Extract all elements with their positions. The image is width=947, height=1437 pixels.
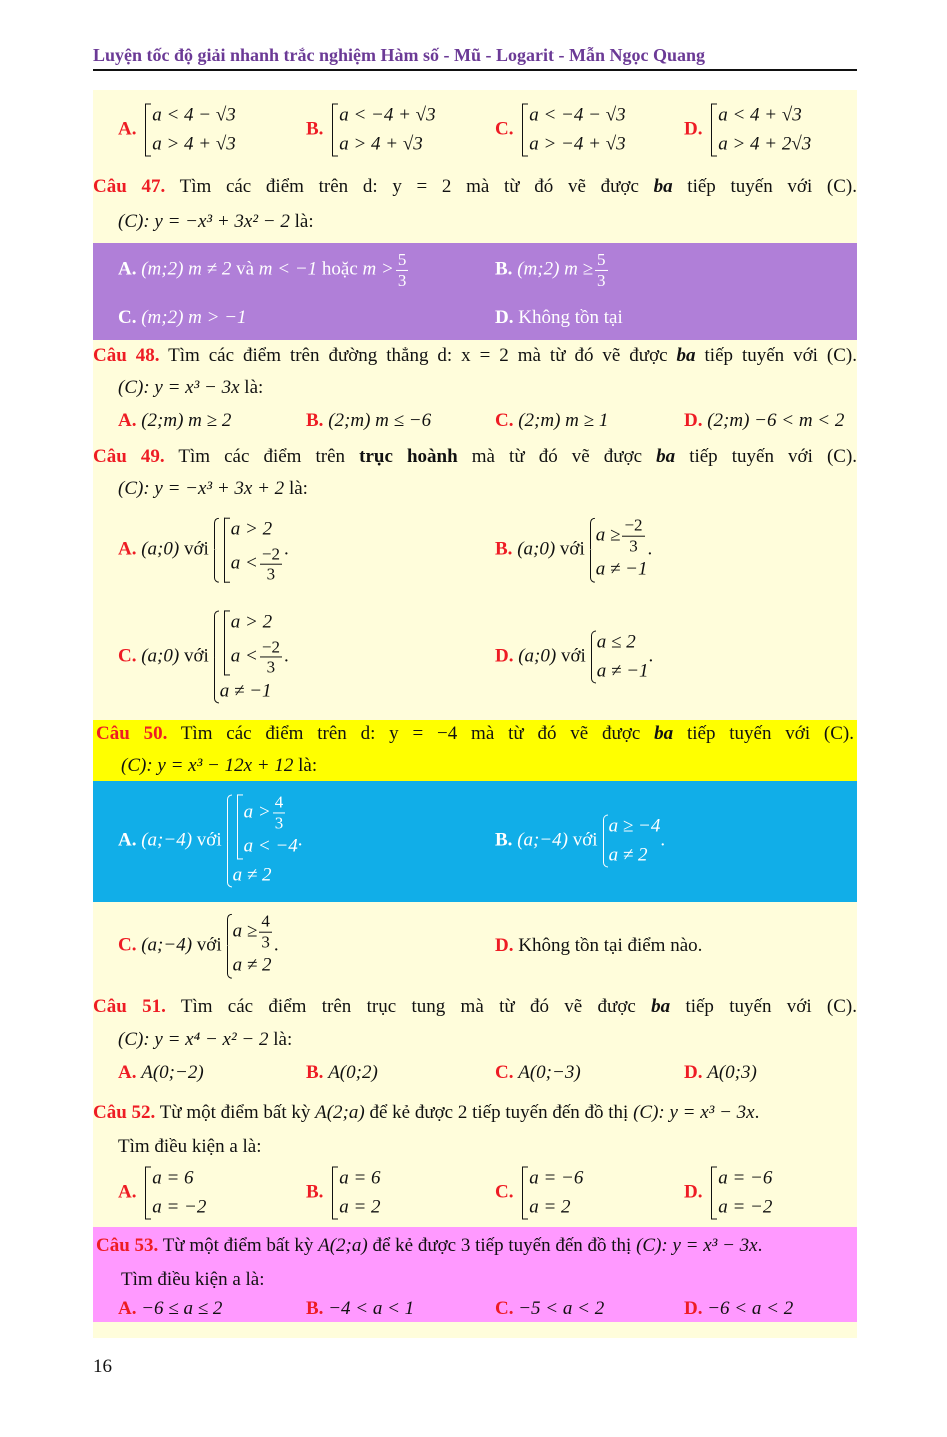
text-run: để kẻ được 2 tiếp tuyến đến đồ thị xyxy=(364,1102,634,1123)
question-47-stem xyxy=(93,176,857,198)
math-expression: a = 2 xyxy=(339,1196,381,1217)
system-row xyxy=(718,130,811,159)
option-label: C. xyxy=(495,1181,514,1203)
math-expression: A(0;2) xyxy=(328,1062,378,1083)
union-bracket xyxy=(236,792,298,861)
system-row xyxy=(597,657,649,686)
math-expression: −6 ≤ a ≤ 2 xyxy=(141,1298,223,1319)
fraction-numerator: 4 xyxy=(261,911,270,931)
text-run: tiếp tuyến với (C). xyxy=(672,176,857,197)
question-49-stem xyxy=(93,446,857,468)
option-label: A. xyxy=(118,538,137,560)
text-run: . xyxy=(273,934,279,956)
system-row xyxy=(529,102,625,131)
math-expression: (a;0) xyxy=(141,538,180,560)
text-run: là: xyxy=(284,478,308,499)
option-label: C. xyxy=(495,118,514,140)
question-label: Câu 47. xyxy=(93,176,166,197)
question-label: Câu 53. xyxy=(96,1235,159,1256)
text-run: . xyxy=(283,645,289,667)
math-expression: (C): y = −x³ + 3x² − 2 xyxy=(118,211,290,232)
math-expression: (C): y = x³ − 3x xyxy=(118,377,240,398)
fraction xyxy=(396,250,409,290)
question-46-option-c[interactable] xyxy=(495,102,626,159)
math-expression: a = 6 xyxy=(339,1167,381,1189)
math-expression: m < −1 xyxy=(258,258,318,280)
option-label: B. xyxy=(495,538,513,560)
text-run: . xyxy=(757,1235,763,1256)
math-expression: a > 4 + √3 xyxy=(152,133,236,154)
math-expression: a > 4 + √3 xyxy=(339,133,423,154)
system-row xyxy=(596,516,648,556)
system-row xyxy=(339,102,435,131)
union-bracket xyxy=(331,102,435,159)
fraction-numerator: 4 xyxy=(274,792,284,812)
math-expression: (C): y = x⁴ − x² − 2 xyxy=(118,1029,269,1050)
system-brace xyxy=(589,629,649,686)
question-51-option-c[interactable] xyxy=(495,1062,581,1084)
math-expression: a = −2 xyxy=(718,1196,773,1217)
system-row xyxy=(220,608,284,677)
math-expression: a ≥ xyxy=(595,524,621,546)
system-row xyxy=(152,1165,206,1194)
option-label: C. xyxy=(118,934,137,956)
math-expression: a ≠ 2 xyxy=(232,954,272,976)
math-expression: a < 4 − √3 xyxy=(152,104,236,126)
system-row xyxy=(718,1165,772,1194)
math-expression: A(0;−2) xyxy=(141,1062,204,1083)
question-53-option-c[interactable] xyxy=(495,1298,604,1320)
text-run: Tìm các điểm trên d: y = 2 mà từ đó vẽ được xyxy=(165,176,654,197)
text-run: tiếp tuyến với (C). xyxy=(695,345,857,366)
question-51-option-a[interactable] xyxy=(118,1062,204,1084)
question-46-option-b[interactable] xyxy=(306,102,436,159)
union-bracket xyxy=(144,102,236,159)
option-label: B. xyxy=(306,1181,324,1203)
question-47-option-b[interactable] xyxy=(495,250,610,290)
system-brace xyxy=(225,792,298,889)
question-53-option-d[interactable] xyxy=(684,1298,793,1320)
system-row xyxy=(609,813,661,842)
option-label: A. xyxy=(118,410,137,431)
question-50-option-c[interactable] xyxy=(118,912,279,981)
question-53-condition xyxy=(121,1269,265,1291)
question-label: Câu 49. xyxy=(93,446,165,467)
question-49-option-b[interactable] xyxy=(495,516,652,585)
math-expression: (a;0) xyxy=(518,645,557,667)
option-label: D. xyxy=(684,410,703,431)
math-expression: a ≤ 2 xyxy=(596,631,636,653)
question-52-stem xyxy=(93,1102,759,1124)
math-expression: a = −6 xyxy=(529,1167,584,1189)
option-label: B. xyxy=(306,1298,324,1319)
question-49-option-a[interactable] xyxy=(118,516,289,585)
system-row xyxy=(231,516,284,545)
text-run: với xyxy=(192,829,222,851)
emphasis-text: ba xyxy=(656,446,676,467)
text-run: Tìm các điểm trên xyxy=(164,446,360,467)
question-52-option-d[interactable] xyxy=(684,1165,772,1222)
text-run: . xyxy=(648,645,654,667)
text-run: để kẻ được 3 tiếp tuyến đến đồ thị xyxy=(367,1235,637,1256)
question-label: Câu 48. xyxy=(93,345,160,366)
option-label: C. xyxy=(118,645,137,667)
system-row xyxy=(529,1193,583,1222)
option-label: B. xyxy=(306,118,324,140)
math-expression: a ≥ −4 xyxy=(608,815,661,837)
question-48-option-b[interactable] xyxy=(306,410,431,432)
math-expression: a < −4 xyxy=(243,835,298,857)
text-run: với xyxy=(179,538,209,560)
bold-text: trục hoành xyxy=(359,446,458,467)
system-row xyxy=(339,130,435,159)
running-header: Luyện tốc độ giải nhanh trắc nghiệm Hàm số - Mũ - Logarit - Mẫn Ngọc Quang xyxy=(93,45,706,65)
question-48-option-c[interactable] xyxy=(495,410,608,432)
math-expression: (a;0) xyxy=(517,538,556,560)
question-51-stem xyxy=(93,996,857,1018)
math-expression: (C): y = −x³ + 3x + 2 xyxy=(118,478,285,499)
math-expression: a > −4 + √3 xyxy=(529,133,626,154)
question-50-option-a[interactable] xyxy=(118,792,303,889)
option-label: C. xyxy=(495,1298,514,1319)
emphasis-text: ba xyxy=(676,345,696,366)
option-label: C. xyxy=(118,307,137,328)
option-label: D. xyxy=(684,1298,703,1319)
option-label: D. xyxy=(495,935,514,956)
system-row xyxy=(152,1193,206,1222)
option-label: A. xyxy=(118,118,137,140)
question-47-option-d[interactable] xyxy=(495,307,623,329)
text-run: là: xyxy=(268,1029,293,1050)
text-run: Không tồn tại điểm nào. xyxy=(518,935,703,956)
math-expression: (2;m) m ≥ 2 xyxy=(141,410,232,431)
text-run: . xyxy=(754,1102,760,1123)
option-label: A. xyxy=(118,258,137,280)
text-run: Từ một điểm bất kỳ xyxy=(155,1102,316,1123)
fraction xyxy=(595,250,608,290)
question-49-option-d[interactable] xyxy=(495,629,653,686)
text-run: Tìm các điểm trên trục tung mà từ đó vẽ được xyxy=(165,996,652,1017)
text-run: Không tồn tại xyxy=(518,307,623,328)
system-brace xyxy=(225,912,274,981)
question-48-stem xyxy=(93,345,857,367)
fraction-numerator: −2 xyxy=(261,544,280,564)
question-50-equation xyxy=(121,755,317,777)
math-expression: (a;0) xyxy=(141,645,180,667)
math-expression: A(0;3) xyxy=(707,1062,757,1083)
text-run: . xyxy=(647,538,653,560)
math-expression: −5 < a < 2 xyxy=(518,1298,605,1319)
math-expression: (a;−4) xyxy=(517,829,568,851)
math-expression: (m;2) m ≠ 2 xyxy=(141,258,232,280)
question-47-equation xyxy=(118,211,314,233)
system-row xyxy=(233,952,274,981)
text-run: tiếp tuyến với (C). xyxy=(670,996,857,1017)
question-49-equation xyxy=(118,478,308,500)
fraction-denominator: 3 xyxy=(266,564,276,584)
text-run: hoặc xyxy=(317,258,363,280)
math-expression: a = 2 xyxy=(529,1196,571,1217)
option-label: C. xyxy=(495,1062,514,1083)
math-expression: a = −2 xyxy=(152,1196,207,1217)
union-bracket xyxy=(710,102,811,159)
fraction xyxy=(622,516,644,556)
system-row xyxy=(231,608,284,637)
fraction-denominator: 3 xyxy=(597,270,606,290)
math-expression: a > 2 xyxy=(230,518,273,540)
system-row xyxy=(233,861,298,890)
union-bracket xyxy=(223,608,284,677)
union-bracket xyxy=(521,1165,583,1222)
math-expression: (C): y = x³ − 3x xyxy=(636,1235,758,1256)
option-label: D. xyxy=(684,1181,703,1203)
math-expression: −6 < a < 2 xyxy=(707,1298,794,1319)
page-number: 16 xyxy=(93,1356,112,1377)
fraction-denominator: 3 xyxy=(266,657,276,677)
math-expression: (a;−4) xyxy=(141,934,193,956)
math-expression: a > 2 xyxy=(230,611,273,633)
math-expression: (m;2) m > −1 xyxy=(141,307,247,328)
system-row xyxy=(718,1193,772,1222)
math-expression: a ≠ −1 xyxy=(596,660,649,681)
system-row xyxy=(609,841,661,870)
option-label: A. xyxy=(118,1062,137,1083)
math-expression: A(2;a) xyxy=(318,1235,368,1256)
fraction-numerator: −2 xyxy=(624,515,643,535)
fraction xyxy=(260,544,282,584)
fraction-numerator: 5 xyxy=(597,249,606,269)
system-row xyxy=(233,792,298,861)
union-bracket xyxy=(223,516,284,585)
math-expression: (C): y = x³ − 3x xyxy=(633,1102,755,1123)
text-run: với xyxy=(568,829,598,851)
math-expression: (a;−4) xyxy=(141,829,193,851)
union-bracket xyxy=(144,1165,206,1222)
question-53-stem xyxy=(96,1235,762,1257)
option-label: B. xyxy=(306,410,324,431)
math-expression: a ≠ −1 xyxy=(595,558,648,580)
system-brace xyxy=(588,516,648,585)
union-bracket xyxy=(710,1165,772,1222)
system-row xyxy=(529,130,625,159)
system-row xyxy=(152,102,236,131)
question-53-option-a[interactable] xyxy=(118,1298,222,1320)
math-expression: a < −4 + √3 xyxy=(339,104,436,126)
math-expression: a ≠ −1 xyxy=(219,680,272,702)
math-expression: a > xyxy=(243,801,271,823)
text-run: Tìm điều kiện a là: xyxy=(121,1269,265,1290)
text-run: tiếp tuyến với (C). xyxy=(673,723,855,744)
system-row xyxy=(231,637,284,677)
fraction xyxy=(259,912,272,952)
question-48-option-a[interactable] xyxy=(118,410,231,432)
question-50-option-b[interactable] xyxy=(495,813,665,870)
option-label: A. xyxy=(118,829,137,851)
text-run: là: xyxy=(239,377,264,398)
option-label: C. xyxy=(495,410,514,431)
text-run: là: xyxy=(293,755,318,776)
text-run: . xyxy=(660,829,666,851)
system-row xyxy=(220,677,284,706)
question-51-option-d[interactable] xyxy=(684,1062,757,1084)
math-expression: a < −4 − √3 xyxy=(529,104,626,126)
fraction-numerator: −2 xyxy=(261,636,280,656)
question-52-option-c[interactable] xyxy=(495,1165,583,1222)
system-row xyxy=(597,629,649,658)
question-46-option-d[interactable] xyxy=(684,102,811,159)
system-row xyxy=(596,556,648,585)
question-label: Câu 50. xyxy=(96,723,168,744)
text-run: với xyxy=(555,538,585,560)
question-47-option-c[interactable] xyxy=(118,307,247,329)
fraction xyxy=(260,637,282,677)
math-expression: a ≠ 2 xyxy=(232,864,272,886)
question-53-option-b[interactable] xyxy=(306,1298,414,1320)
system-row xyxy=(339,1165,380,1194)
question-47-option-a[interactable] xyxy=(118,250,410,290)
math-expression: a = 6 xyxy=(152,1167,194,1189)
question-label: Câu 52. xyxy=(93,1102,156,1123)
question-50-stem xyxy=(96,723,854,745)
question-48-option-d[interactable] xyxy=(684,410,844,432)
system-brace xyxy=(212,608,284,705)
math-expression: A(0;−3) xyxy=(518,1062,581,1083)
system-row xyxy=(233,912,274,952)
text-run: Tìm điều kiện a là: xyxy=(118,1136,262,1157)
math-expression: a < 4 + √3 xyxy=(718,104,802,126)
fraction-numerator: 5 xyxy=(397,249,407,269)
fraction-denominator: 3 xyxy=(261,932,270,952)
question-51-equation xyxy=(118,1029,292,1051)
question-52-option-a[interactable] xyxy=(118,1165,206,1222)
question-50-option-d[interactable] xyxy=(495,935,702,957)
system-brace xyxy=(601,813,661,870)
question-51-option-b[interactable] xyxy=(306,1062,378,1084)
text-run: tiếp tuyến với (C). xyxy=(675,446,858,467)
fraction-denominator: 3 xyxy=(397,270,407,290)
text-run: . xyxy=(283,538,289,560)
option-label: D. xyxy=(684,118,703,140)
math-expression: (m;2) m ≥ xyxy=(517,258,594,280)
system-row xyxy=(244,792,298,832)
option-label: B. xyxy=(495,258,513,280)
option-label: D. xyxy=(684,1062,703,1083)
text-run: Tìm các điểm trên đường thẳng d: x = 2 mà từ đó vẽ được xyxy=(159,345,677,366)
math-expression: a > 4 + 2√3 xyxy=(718,133,812,154)
math-expression: a < xyxy=(230,553,258,574)
math-expression: (2;m) m ≥ 1 xyxy=(518,410,609,431)
system-row xyxy=(231,544,284,584)
header-rule xyxy=(93,69,857,71)
question-label: Câu 51. xyxy=(93,996,166,1017)
math-expression: m > xyxy=(362,258,394,280)
math-expression: (2;m) −6 < m < 2 xyxy=(707,410,845,431)
question-48-equation xyxy=(118,377,263,399)
text-run: với xyxy=(192,934,222,956)
option-label: D. xyxy=(495,307,514,328)
fraction-denominator: 3 xyxy=(629,536,638,556)
system-row xyxy=(339,1193,380,1222)
math-expression: A(2;a) xyxy=(315,1102,365,1123)
union-bracket xyxy=(331,1165,380,1222)
question-49-option-c[interactable] xyxy=(118,608,289,705)
math-expression: a ≥ xyxy=(232,920,258,942)
text-run: với xyxy=(179,645,209,667)
system-row xyxy=(244,833,298,862)
system-row xyxy=(529,1165,583,1194)
option-label: A. xyxy=(118,1181,137,1203)
math-expression: −4 < a < 1 xyxy=(328,1298,415,1319)
emphasis-text: ba xyxy=(653,176,673,197)
math-expression: (2;m) m ≤ −6 xyxy=(328,410,432,431)
question-52-condition xyxy=(118,1136,262,1158)
system-row xyxy=(718,102,811,131)
question-46-option-a[interactable] xyxy=(118,102,236,159)
text-run: mà từ đó vẽ được xyxy=(457,446,657,467)
option-label: D. xyxy=(495,645,514,667)
math-expression: a ≠ 2 xyxy=(608,844,648,865)
system-row xyxy=(152,130,236,159)
text-run: . xyxy=(297,829,303,851)
text-run: và xyxy=(231,258,259,280)
option-label: B. xyxy=(495,829,513,851)
text-run: là: xyxy=(289,211,314,232)
fraction xyxy=(273,792,286,832)
system-brace xyxy=(212,516,284,585)
text-run: Tìm các điểm trên d: y = −4 mà từ đó vẽ được xyxy=(167,723,655,744)
emphasis-text: ba xyxy=(651,996,671,1017)
option-label: B. xyxy=(306,1062,324,1083)
union-bracket xyxy=(521,102,625,159)
fraction-denominator: 3 xyxy=(274,813,284,832)
math-expression: a < xyxy=(230,645,258,667)
text-run: với xyxy=(556,645,586,667)
emphasis-text: ba xyxy=(654,723,674,744)
question-52-option-b[interactable] xyxy=(306,1165,381,1222)
text-run: Từ một điểm bất kỳ xyxy=(158,1235,319,1256)
math-expression: a = −6 xyxy=(718,1167,773,1189)
math-expression: (C): y = x³ − 12x + 12 xyxy=(121,755,294,776)
system-row xyxy=(220,516,284,585)
option-label: A. xyxy=(118,1298,137,1319)
